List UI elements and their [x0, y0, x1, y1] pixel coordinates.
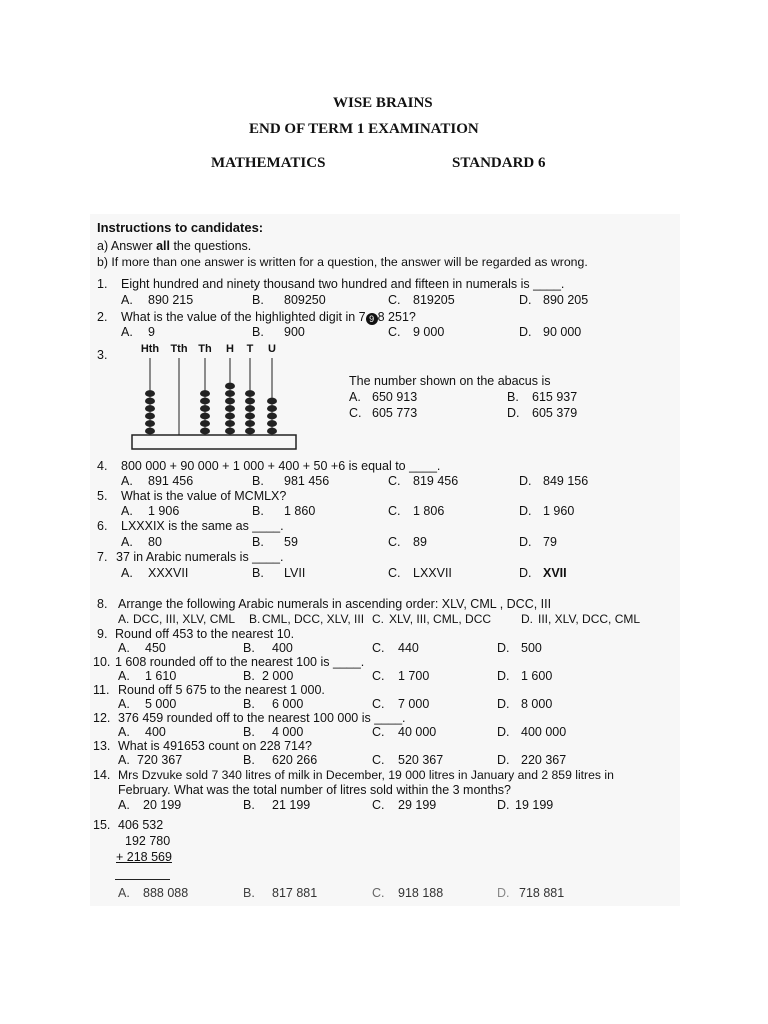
option-value: 2 000	[262, 669, 294, 683]
abacus-bead	[267, 420, 277, 427]
option-label: C.	[349, 406, 362, 420]
option-value: 520 367	[398, 753, 444, 767]
option-value: XLV, III, CML, DCC	[389, 612, 492, 626]
question-number: 7.	[97, 550, 108, 564]
question-text: 376 459 rounded off to the nearest 100 000 is ____.	[118, 711, 406, 725]
option-value: 7 000	[398, 697, 430, 711]
abacus-bead	[145, 398, 155, 405]
option-value: 6 000	[272, 697, 304, 711]
option-value: 615 937	[532, 390, 578, 404]
option-label: A.	[118, 725, 130, 739]
option-value: 1 806	[413, 504, 445, 518]
abacus-label: Tth	[170, 343, 188, 355]
option-label: B.	[243, 669, 255, 683]
option-value: 21 199	[272, 798, 311, 812]
abacus-label: Th	[198, 343, 212, 355]
option-value: 605 379	[532, 406, 578, 420]
option-value: 650 913	[372, 390, 418, 404]
question-text: Round off 5 675 to the nearest 1 000.	[118, 683, 325, 697]
abacus-label: H	[226, 343, 234, 355]
option-label: B.	[252, 325, 264, 339]
option-label: B.	[243, 641, 255, 655]
abacus-bead	[225, 428, 235, 435]
option-label: D.	[519, 566, 532, 580]
option-value: LXXVII	[413, 566, 452, 580]
option-value: 918 188	[398, 886, 444, 900]
option-value: 900	[284, 325, 305, 339]
option-label: B.	[243, 886, 255, 900]
abacus-bead	[225, 398, 235, 405]
option-value: 400	[272, 641, 293, 655]
option-label: A.	[121, 504, 133, 518]
abacus-bead	[145, 413, 155, 420]
option-label: A.	[349, 390, 361, 404]
option-value: 891 456	[148, 474, 194, 488]
highlighted-digit: 9	[366, 313, 378, 325]
option-value: 890 205	[543, 293, 589, 307]
option-value: 981 456	[284, 474, 330, 488]
option-label: B.	[243, 697, 255, 711]
option-label: A.	[118, 669, 130, 683]
standard: STANDARD 6	[452, 155, 546, 171]
question-text: Round off 453 to the nearest 10.	[115, 627, 295, 641]
answer-line	[115, 879, 170, 880]
option-label: C.	[388, 474, 401, 488]
option-value: 605 773	[372, 406, 418, 420]
abacus-base	[132, 435, 296, 449]
option-label: B.	[243, 725, 255, 739]
question-number: 4.	[97, 459, 108, 473]
abacus-bead	[245, 405, 255, 412]
option-value: 29 199	[398, 798, 437, 812]
option-label: D.	[497, 725, 510, 739]
option-label: C.	[372, 753, 385, 767]
abacus-bead	[267, 405, 277, 412]
question-text: Eight hundred and ninety thousand two hundred and fifteen in numerals is ____.	[121, 277, 565, 291]
option-label: D.	[497, 697, 510, 711]
option-value: 59	[284, 535, 298, 549]
option-value: 809250	[284, 293, 326, 307]
option-label: B.	[252, 535, 264, 549]
question-number: 5.	[97, 489, 108, 503]
abacus-bead	[245, 398, 255, 405]
exam-title: END OF TERM 1 EXAMINATION	[249, 121, 479, 137]
option-label: C.	[388, 293, 401, 307]
abacus-bead	[200, 428, 210, 435]
option-value: 40 000	[398, 725, 437, 739]
option-label: B.	[243, 798, 255, 812]
option-value: 500	[521, 641, 542, 655]
question-number: 8.	[97, 597, 108, 611]
option-value: 888 088	[143, 886, 189, 900]
option-value: 440	[398, 641, 419, 655]
option-value: 400 000	[521, 725, 567, 739]
abacus-bead	[200, 405, 210, 412]
option-label: B.	[507, 390, 519, 404]
option-value: 9	[148, 325, 155, 339]
option-label: B.	[243, 753, 255, 767]
abacus-bead	[225, 390, 235, 397]
option-value: 450	[145, 641, 166, 655]
option-label: D.	[497, 753, 510, 767]
abacus-bead	[200, 390, 210, 397]
sum-line-2: 192 780	[125, 834, 171, 848]
option-label: C.	[372, 886, 385, 900]
question-text: What is the value of the highlighted digit in 7 9 8 251?	[121, 310, 416, 324]
question-number: 15.	[93, 818, 111, 832]
option-value: LVII	[284, 566, 306, 580]
option-label: A.	[121, 293, 133, 307]
option-value: 890 215	[148, 293, 194, 307]
abacus-bead	[145, 428, 155, 435]
option-value: 220 367	[521, 753, 567, 767]
option-value: 817 881	[272, 886, 318, 900]
abacus-label: Hth	[140, 343, 160, 355]
option-value: 89	[413, 535, 427, 549]
abacus-bead	[267, 428, 277, 435]
question-text: 1 608 rounded off to the nearest 100 is ____.	[115, 655, 365, 669]
option-label: C.	[372, 697, 385, 711]
abacus-label: U	[268, 343, 276, 355]
sum-line-3: + 218 569	[116, 850, 172, 864]
option-label: B.	[252, 566, 264, 580]
question-number: 2.	[97, 310, 108, 324]
option-value: XXXVII	[148, 566, 189, 580]
question-number: 1.	[97, 277, 108, 291]
option-label: D.	[507, 406, 520, 420]
option-value: 1 960	[543, 504, 575, 518]
option-label: D.	[497, 886, 510, 900]
question-number: 13.	[93, 739, 111, 753]
question-number: 11.	[93, 683, 110, 697]
option-label: D.	[519, 535, 532, 549]
option-value: 400	[145, 725, 166, 739]
option-label: A.	[118, 886, 130, 900]
instructions-title: Instructions to candidates:	[97, 220, 264, 235]
option-label: A.	[118, 612, 130, 626]
option-label: B.	[252, 504, 264, 518]
abacus-bead	[145, 405, 155, 412]
option-value: 1 860	[284, 504, 316, 518]
question-text: What is 491653 count on 228 714?	[118, 739, 312, 753]
option-value: 819205	[413, 293, 455, 307]
question-text: Arrange the following Arabic numerals in ascending order: XLV, CML , DCC, III	[118, 597, 552, 611]
school-name: WISE BRAINS	[333, 95, 433, 111]
question-text: Mrs Dzvuke sold 7 340 litres of milk in December, 19 000 litres in January and 2 859 litres in	[118, 768, 614, 782]
option-label: C.	[372, 641, 385, 655]
option-label: A.	[121, 535, 133, 549]
option-label: C.	[388, 566, 401, 580]
option-label: C.	[372, 669, 385, 683]
abacus-bead	[245, 428, 255, 435]
option-value: 1 600	[521, 669, 553, 683]
question-number: 10.	[93, 655, 111, 669]
option-value: 1 610	[145, 669, 177, 683]
option-label: A.	[118, 641, 130, 655]
option-label: D.	[519, 474, 532, 488]
abacus-bead	[245, 390, 255, 397]
option-value: 720 367	[137, 753, 183, 767]
question-text: The number shown on the abacus is	[349, 374, 551, 388]
option-value: 620 266	[272, 753, 318, 767]
option-value: 79	[543, 535, 557, 549]
option-label: C.	[372, 798, 385, 812]
option-label: C.	[388, 504, 401, 518]
question-text: 800 000 + 90 000 + 1 000 + 400 + 50 +6 is equal to ____.	[121, 459, 441, 473]
option-value: 90 000	[543, 325, 582, 339]
question-number: 14.	[93, 768, 111, 782]
option-label: D.	[519, 325, 532, 339]
question-number: 12.	[93, 711, 111, 725]
abacus-bead	[225, 383, 235, 390]
option-value: 5 000	[145, 697, 177, 711]
abacus-bead	[245, 420, 255, 427]
option-label: C.	[372, 612, 384, 626]
question-text-line2: February. What was the total number of litres sold within the 3 months?	[118, 783, 512, 797]
option-value: 20 199	[143, 798, 182, 812]
option-label: D.	[519, 293, 532, 307]
option-value: 19 199	[515, 798, 554, 812]
option-label: A.	[121, 474, 133, 488]
option-label: C.	[388, 325, 401, 339]
option-label: A.	[121, 325, 133, 339]
abacus-bead	[225, 413, 235, 420]
option-label: B.	[249, 612, 261, 626]
option-value: 80	[148, 535, 162, 549]
question-text: 37 in Arabic numerals is ____.	[116, 550, 284, 564]
abacus-diagram	[120, 340, 310, 460]
option-label: D.	[521, 612, 533, 626]
instruction-b: b) If more than one answer is written for a question, the answer will be regarded as wrong.	[97, 255, 588, 269]
abacus-bead	[267, 398, 277, 405]
abacus-bead	[245, 413, 255, 420]
question-number: 3.	[97, 348, 108, 362]
option-label: D.	[497, 798, 510, 812]
sum-line-1: 406 532	[118, 818, 164, 832]
option-value: 718 881	[519, 886, 565, 900]
abacus-bead	[225, 420, 235, 427]
question-number: 6.	[97, 519, 108, 533]
option-label: D.	[497, 669, 510, 683]
option-label: B.	[252, 474, 264, 488]
subject: MATHEMATICS	[211, 155, 326, 171]
abacus-bead	[145, 420, 155, 427]
option-value: XVII	[543, 566, 567, 580]
instruction-a: a) Answer all the questions.	[97, 239, 252, 253]
option-value: III, XLV, DCC, CML	[538, 612, 641, 626]
option-value: 819 456	[413, 474, 459, 488]
option-label: B.	[252, 293, 264, 307]
option-label: D.	[497, 641, 510, 655]
question-text: What is the value of MCMLX?	[121, 489, 287, 503]
option-value: 8 000	[521, 697, 553, 711]
option-label: A.	[118, 697, 130, 711]
option-label: C.	[388, 535, 401, 549]
option-value: 1 906	[148, 504, 180, 518]
question-number: 9.	[97, 627, 108, 641]
abacus-bead	[225, 405, 235, 412]
option-label: A.	[118, 753, 130, 767]
abacus-bead	[200, 413, 210, 420]
option-label: A.	[121, 566, 133, 580]
option-value: DCC, III, XLV, CML	[133, 612, 236, 626]
option-value: 9 000	[413, 325, 445, 339]
option-value: CML, DCC, XLV, III	[262, 612, 365, 626]
abacus-bead	[200, 420, 210, 427]
abacus-bead	[145, 390, 155, 397]
option-value: 849 156	[543, 474, 589, 488]
abacus-bead	[267, 413, 277, 420]
question-text: LXXXIX is the same as ____.	[121, 519, 284, 533]
abacus-bead	[200, 398, 210, 405]
option-value: 4 000	[272, 725, 304, 739]
option-label: C.	[372, 725, 385, 739]
option-label: A.	[118, 798, 130, 812]
abacus-label: T	[246, 343, 254, 355]
option-label: D.	[519, 504, 532, 518]
option-value: 1 700	[398, 669, 430, 683]
